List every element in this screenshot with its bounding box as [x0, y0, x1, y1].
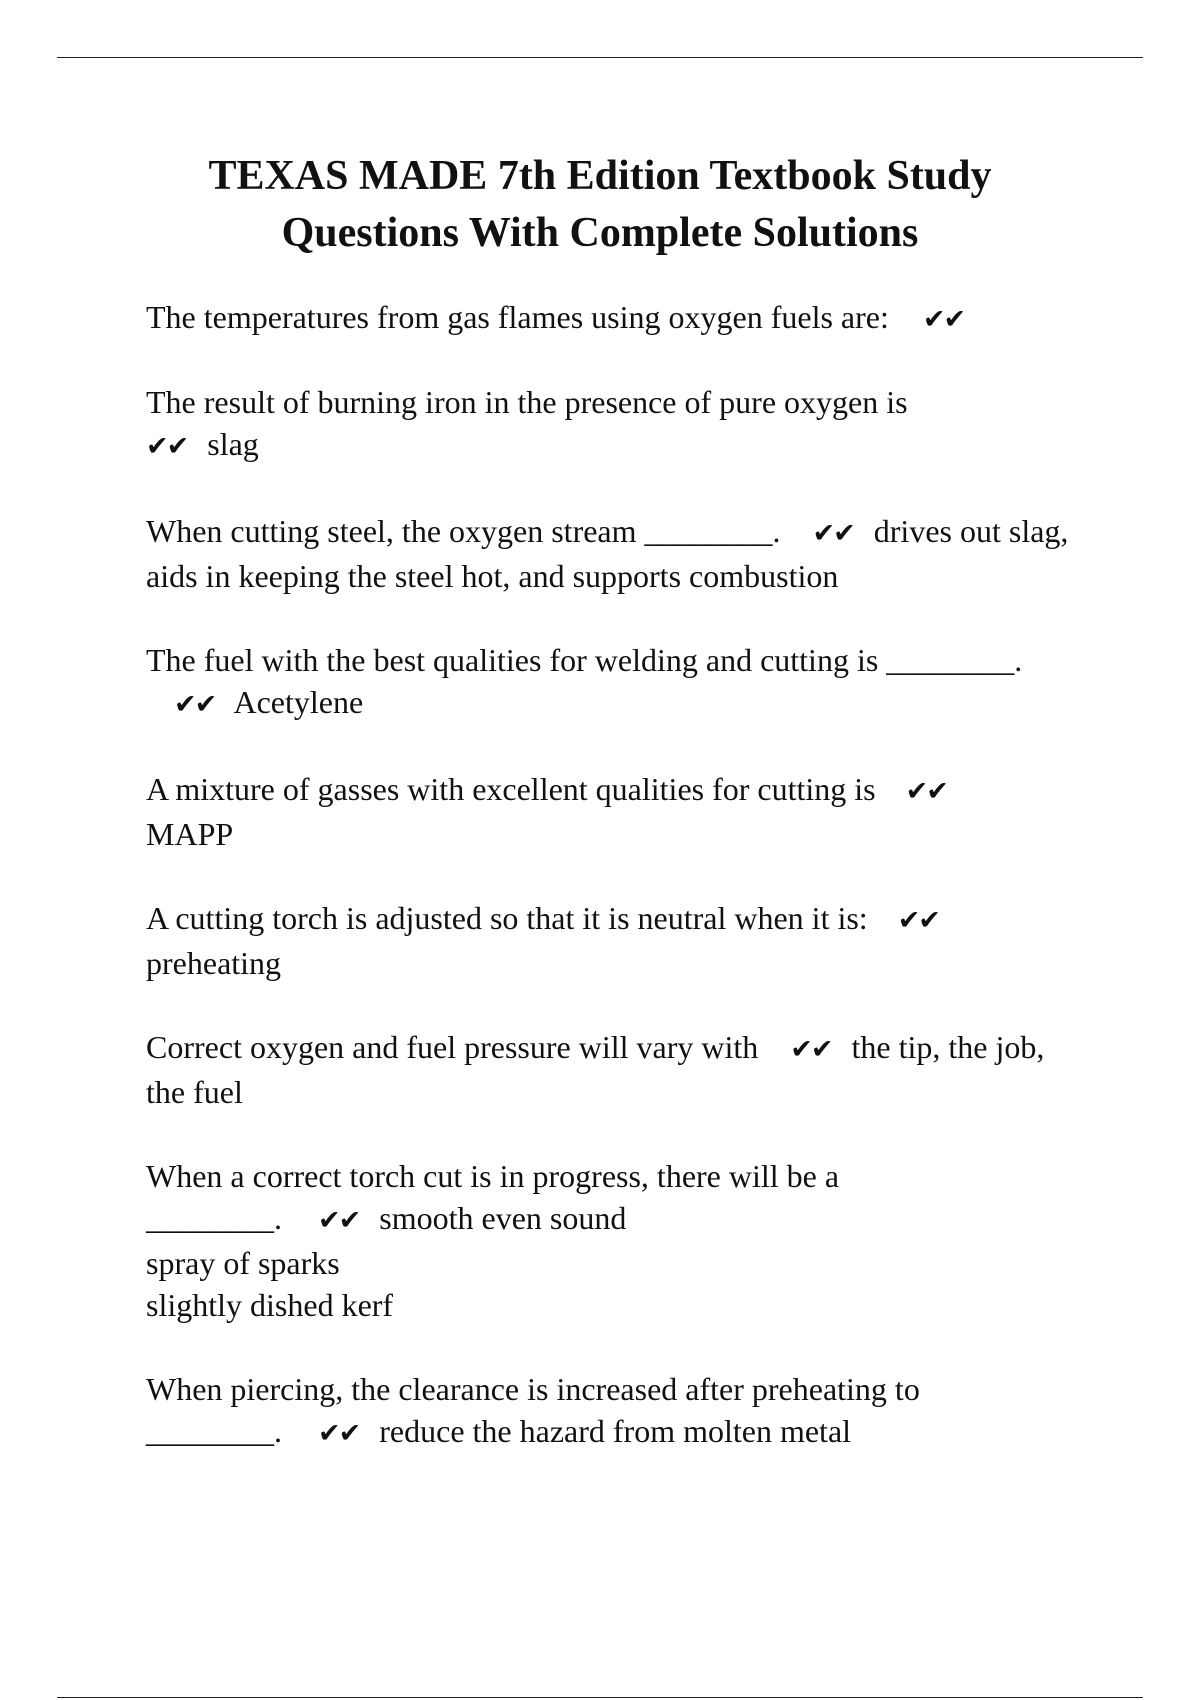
qa-item-7 — [146, 1026, 1076, 1113]
answer-text: MAPP — [146, 816, 234, 852]
check-mark-icon: ✔✔ — [897, 905, 939, 936]
question-text: When cutting steel, the oxygen stream ________. — [146, 513, 781, 549]
qa-item-5 — [146, 768, 1076, 855]
question-text: A mixture of gasses with excellent qualities for cutting is — [146, 771, 876, 807]
qa-item-1 — [146, 296, 1076, 341]
question-text: A cutting torch is adjusted so that it is neutral when it is: — [146, 900, 868, 936]
answer-text-line-1: smooth even sound — [379, 1200, 627, 1236]
answer-text-line-3: slightly dished kerf — [146, 1287, 394, 1323]
check-mark-icon: ✔✔ — [318, 1205, 360, 1236]
answer-text: reduce the hazard from molten metal — [379, 1413, 852, 1449]
question-text: Correct oxygen and fuel pressure will vary with — [146, 1029, 759, 1065]
answer-text: slag — [207, 426, 259, 462]
qa-item-6 — [146, 897, 1076, 984]
qa-item-3 — [146, 510, 1076, 597]
check-mark-icon: ✔✔ — [146, 431, 188, 462]
question-text: The temperatures from gas flames using oxygen fuels are: — [146, 299, 889, 335]
question-text: The result of burning iron in the presence of pure oxygen is — [146, 384, 908, 420]
question-text-line-1: When piercing, the clearance is increased after preheating to — [146, 1371, 920, 1407]
question-text-line-2: ________. — [146, 1413, 282, 1449]
qa-item-2 — [146, 381, 1076, 468]
answer-text: the tip, the job, the fuel — [146, 1029, 1045, 1110]
check-mark-icon: ✔✔ — [790, 1034, 832, 1065]
check-mark-icon: ✔✔ — [812, 518, 854, 549]
answer-text: drives out slag, aids in keeping the steel hot, and supports combustion — [146, 513, 1069, 594]
top-rule — [57, 57, 1143, 58]
check-mark-icon: ✔✔ — [318, 1418, 360, 1449]
check-mark-icon: ✔✔ — [922, 304, 965, 335]
check-mark-icon: ✔✔ — [905, 776, 947, 807]
bottom-rule — [57, 1697, 1143, 1698]
question-text: The fuel with the best qualities for welding and cutting is ________. — [146, 642, 1023, 678]
qa-item-4 — [146, 639, 1076, 726]
title-line-1: TEXAS MADE 7th Edition Textbook Study — [208, 153, 992, 199]
qa-item-8 — [146, 1155, 1076, 1326]
document-title — [120, 148, 1080, 262]
qa-item-9 — [146, 1368, 1076, 1455]
title-line-2: Questions With Complete Solutions — [281, 210, 919, 256]
answer-text: Acetylene — [233, 684, 364, 720]
question-text-line-1: When a correct torch cut is in progress, there will be a — [146, 1158, 840, 1194]
qa-list — [146, 296, 1076, 1497]
answer-text: preheating — [146, 945, 282, 981]
question-text-line-2: ________. — [146, 1200, 282, 1236]
answer-text-line-2: spray of sparks — [146, 1245, 340, 1281]
check-mark-icon: ✔✔ — [174, 689, 216, 720]
